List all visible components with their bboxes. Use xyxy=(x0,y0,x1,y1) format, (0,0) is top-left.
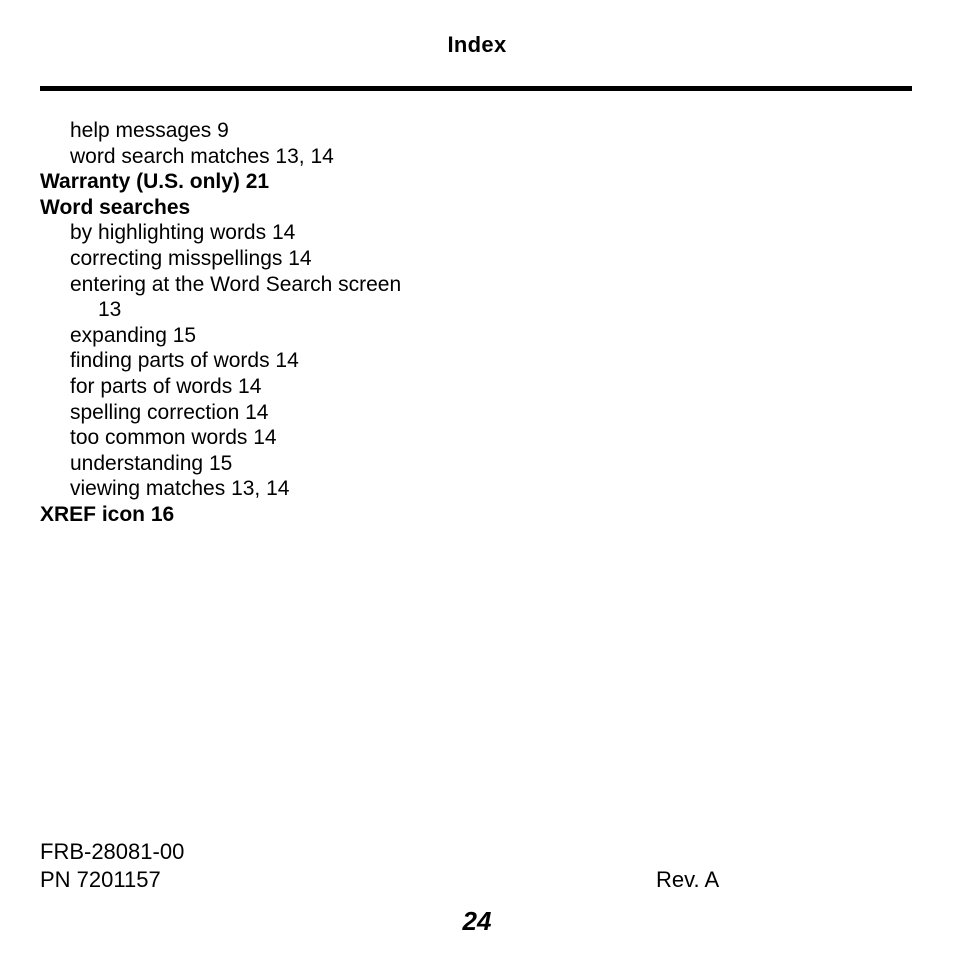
footer-identifiers xyxy=(40,838,184,894)
page-title: Index xyxy=(447,32,507,57)
index-subentry: correcting misspellings 14 xyxy=(70,246,312,270)
index-subentry: entering at the Word Search screen xyxy=(70,272,402,296)
index-subentry: expanding 15 xyxy=(70,323,197,347)
index-subentry: viewing matches 13, 14 xyxy=(70,477,290,501)
index-subentry: help messages 9 xyxy=(70,119,229,142)
index-subentry: finding parts of words 14 xyxy=(70,349,299,373)
index-subentry: spelling correction 14 xyxy=(70,400,269,424)
part-code: FRB-28081-00 xyxy=(40,839,185,864)
index-subentry: understanding 15 xyxy=(70,451,233,475)
index-subentry: by highlighting words 14 xyxy=(70,221,296,245)
index-continuation: 13 xyxy=(98,298,122,322)
index-main-entry: XREF icon 16 xyxy=(40,502,175,526)
index-list xyxy=(40,118,500,528)
page-number: 24 xyxy=(462,906,492,936)
index-main-entry: Warranty (U.S. only) 21 xyxy=(40,170,270,194)
revision-label: Rev. A xyxy=(656,867,720,892)
index-main-entry: Word searches xyxy=(40,195,191,219)
index-subentry: for parts of words 14 xyxy=(70,374,262,398)
index-subentry: too common words 14 xyxy=(70,426,277,450)
index-subentry: word search matches 13, 14 xyxy=(70,144,334,168)
header-rule xyxy=(40,86,912,91)
part-number: PN 7201157 xyxy=(40,867,161,892)
